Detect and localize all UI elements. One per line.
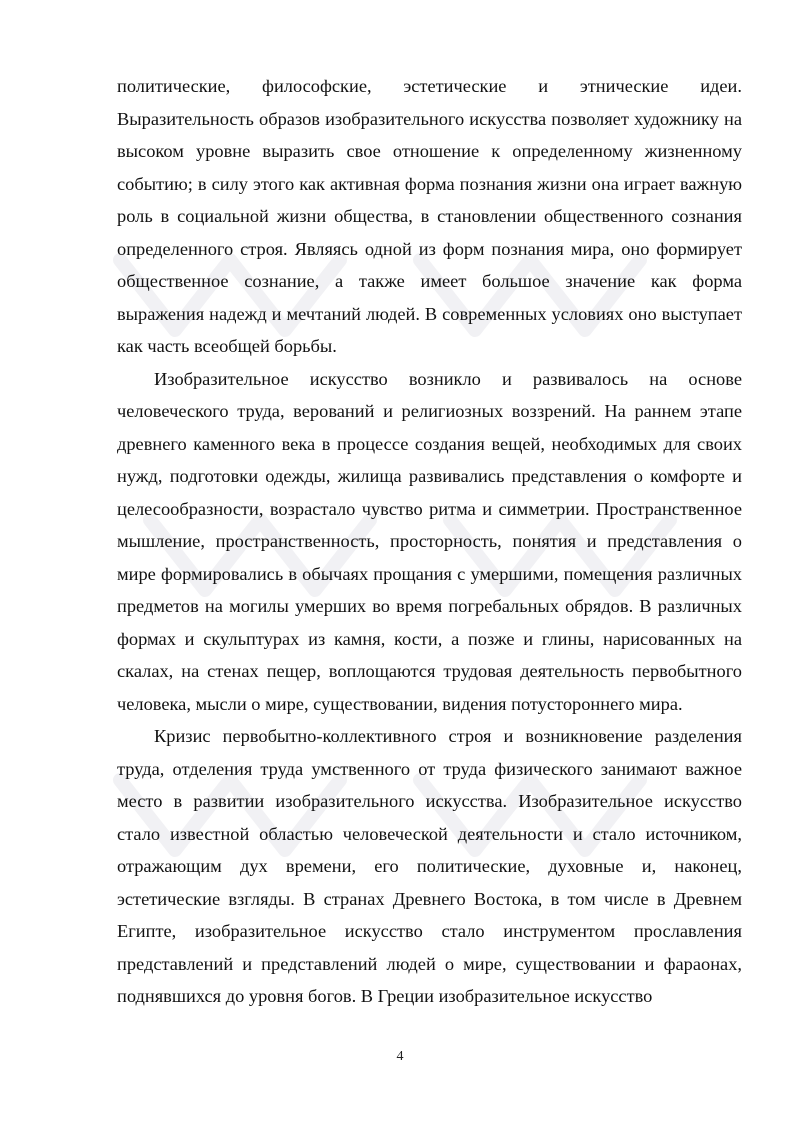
paragraph-origins: Изобразительное искусство возникло и развивалось на основе человеческого труда, верований и религиозных воззрений. На раннем этапе древнего каменного века в процессе создания вещей, необходимых для своих нужд, подготовки одежды, жилища развивались представления о комфорте и целесообразности, возрастало чувство ритма и симметрии. Пространственное мышление, пространственность, просторность, понятия и представления о мире формировались в обычаях прощания с умершими, помещения различных предметов на могилы умерших во время погребальных обрядов. В различных формах и скульптурах из камня, кости, а позже и глины, нарисованных на скалах, на стенах пещер, воплощаются трудовая деятельность первобытного человека, мысли о мире, существовании, видения потустороннего мира. (117, 368, 742, 714)
paragraph-crisis: Кризис первобытно-коллективного строя и возникновение разделения труда, отделения труда умственного от труда физического занимают важное место в развитии изобразительного искусства. Изобразительное искусство стало известной областью человеческой деятельности и стало источником, отражающим дух времени, его политические, духовные и, наконец, эстетические взгляды. В странах Древнего Востока, в том числе в Древнем Египте, изобразительное искусство стало инструментом прославления представлений и представлений людей о мире, существовании и фараонах, поднявшихся до уровня богов. В Греции изобразительное искусство (117, 726, 742, 1006)
page-number: 4 (396, 1049, 404, 1064)
body-text (117, 70, 742, 1013)
paragraph-continuation: политические, философские, эстетические и этнические идеи. Выразительность образов изобразительного искусства позволяет художнику на высоком уровне выразить свое отношение к определенному жизненному событию; в силу этого как активная форма познания жизни она играет важную роль в социальной жизни общества, в становлении общественного сознания определенного строя. Являясь одной из форм познания мира, оно формирует общественное сознание, а также имеет большое значение как форма выражения надежд и мечтаний людей. В современных условиях оно выступает как часть всеобщей борьбы. (117, 76, 742, 356)
